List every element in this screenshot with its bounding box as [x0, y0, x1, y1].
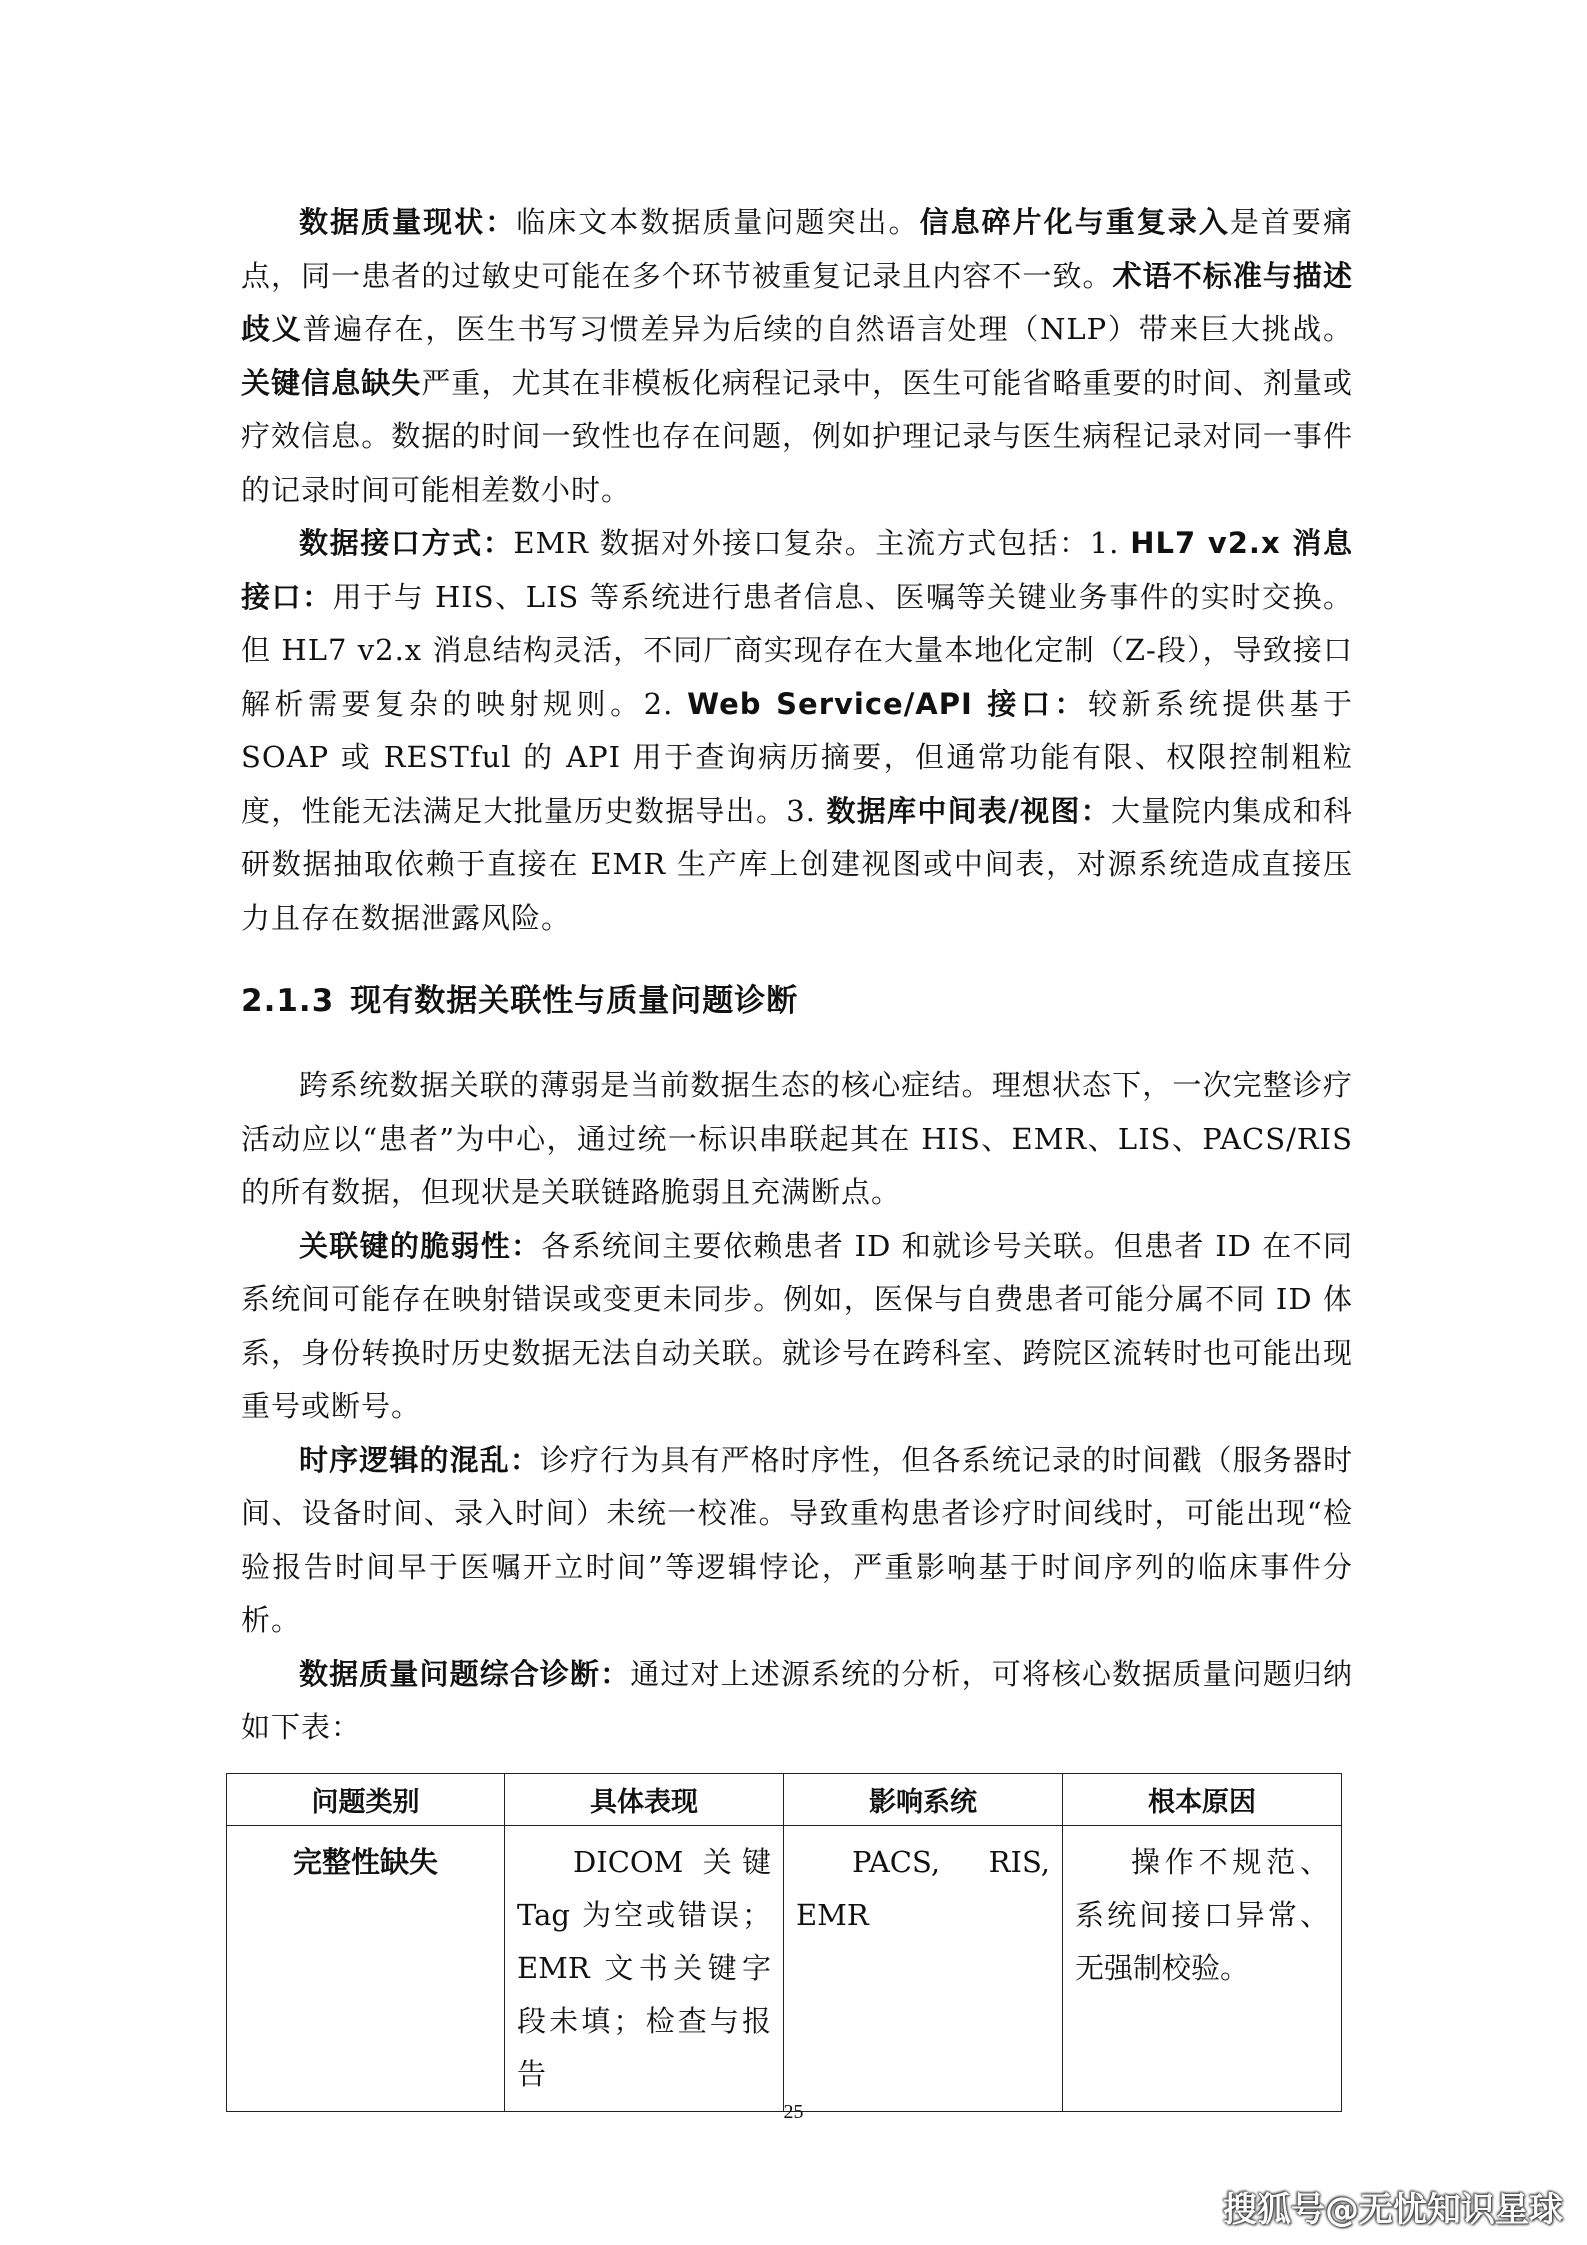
bold-phrase: Web Service/API 接口： — [687, 686, 1089, 721]
page-content — [241, 196, 1353, 1755]
text-segment: 各系统间主要依赖患者 ID 和就诊号关联。但患者 ID 在不同系统间可能存在映射错误或变更未同步。例如，医保与自费患者可能分属不同 ID 体系，身份转换时历史数据无法自动关联。就诊号在跨科室、跨院区流转时也可能出现重号或断号。 — [241, 1228, 1353, 1423]
bold-phrase: 术语不标准与描述歧义 — [241, 258, 1353, 346]
bold-phrase: 数据库中间表/视图： — [826, 793, 1111, 828]
section-heading — [241, 971, 1353, 1031]
paragraph-label: 数据质量问题综合诊断： — [299, 1656, 631, 1691]
text-segment: EMR 数据对外接口复杂。主流方式包括：1. — [513, 526, 1131, 560]
column-header: 具体表现 — [505, 1774, 784, 1826]
watermark: 搜狐号@无忧知识星球 — [1223, 2190, 1563, 2230]
paragraph — [241, 1059, 1353, 1220]
bold-phrase: 关键信息缺失 — [241, 365, 422, 400]
text-segment: 临床文本数据质量问题突出。 — [516, 205, 920, 239]
paragraph — [241, 1434, 1353, 1648]
manifestation-cell: DICOM 关键 Tag 为空或错误；EMR 文书关键字段未填；检查与报告 — [505, 1826, 784, 2112]
text-segment: 严重，尤其在非模板化病程记录中，医生可能省略重要的时间、剂量或疗效信息。数据的时间一致性也存在问题，例如护理记录与医生病程记录对同一事件的记录时间可能相差数小时。 — [241, 365, 1353, 507]
section-title: 现有数据关联性与质量问题诊断 — [350, 983, 799, 1019]
bold-phrase: 信息碎片化与重复录入 — [919, 205, 1230, 239]
paragraph-label: 数据质量现状： — [299, 205, 517, 239]
page-number: 25 — [783, 2101, 804, 2123]
paragraph-label: 关联键的脆弱性： — [299, 1228, 542, 1263]
text-segment: 用于与 HIS、LIS 等系统进行患者信息、医嘱等关键业务事件的实时交换。但 HL7 v2.x 消息结构灵活，不同厂商实现存在大量本地化定制（Z-段），导致接口解析需要复杂的映射规则。2. — [241, 579, 1353, 721]
column-header: 根本原因 — [1063, 1774, 1342, 1826]
top-paragraphs — [241, 196, 1353, 945]
bold-phrase: HL7 v2.x 消息接口： — [241, 526, 1353, 614]
paragraph — [241, 1220, 1353, 1434]
column-header: 问题类别 — [227, 1774, 505, 1826]
column-header: 影响系统 — [784, 1774, 1063, 1826]
text-segment: 大量院内集成和科研数据抽取依赖于直接在 EMR 生产库上创建视图或中间表，对源系统造成直接压力且存在数据泄露风险。 — [241, 793, 1353, 935]
bottom-paragraphs — [241, 1059, 1353, 1755]
root-cause-cell: 操作不规范、系统间接口异常、无强制校验。 — [1063, 1826, 1342, 2112]
paragraph-label: 数据接口方式： — [299, 526, 514, 560]
affected-systems-cell: PACS, RIS, EMR — [784, 1826, 1063, 2112]
text-segment: 较新系统提供基于 SOAP 或 RESTful 的 API 用于查询病历摘要，但通常功能有限、权限控制粗粒度，性能无法满足大批量历史数据导出。3. — [241, 686, 1353, 828]
text-segment: 普遍存在，医生书写习惯差异为后续的自然语言处理（NLP）带来巨大挑战。 — [302, 312, 1353, 346]
paragraph — [241, 196, 1353, 517]
quality-issues-table — [226, 1773, 1342, 2112]
table-header-row — [227, 1774, 1342, 1826]
section-number: 2.1.3 — [241, 983, 335, 1019]
paragraph — [241, 1648, 1353, 1755]
issue-category-cell: 完整性缺失 — [227, 1826, 505, 2112]
text-segment: 通过对上述源系统的分析，可将核心数据质量问题归纳如下表： — [241, 1656, 1353, 1744]
text-segment: 诊疗行为具有严格时序性，但各系统记录的时间戳（服务器时间、设备时间、录入时间）未统一校准。导致重构患者诊疗时间线时，可能出现“检验报告时间早于医嘱开立时间”等逻辑悖论，严重影响基于时间序列的临床事件分析。 — [241, 1442, 1353, 1637]
paragraph — [241, 517, 1353, 945]
text-segment: 跨系统数据关联的薄弱是当前数据生态的核心症结。理想状态下，一次完整诊疗活动应以“患者”为中心，通过统一标识串联起其在 HIS、EMR、LIS、PACS/RIS 的所有数据，但现状是关联链路脆弱且充满断点。 — [241, 1068, 1353, 1209]
text-segment: 是首要痛点，同一患者的过敏史可能在多个环节被重复记录且内容不一致。 — [241, 205, 1353, 293]
table-row — [227, 1826, 1342, 2112]
paragraph-label: 时序逻辑的混乱： — [299, 1442, 540, 1477]
